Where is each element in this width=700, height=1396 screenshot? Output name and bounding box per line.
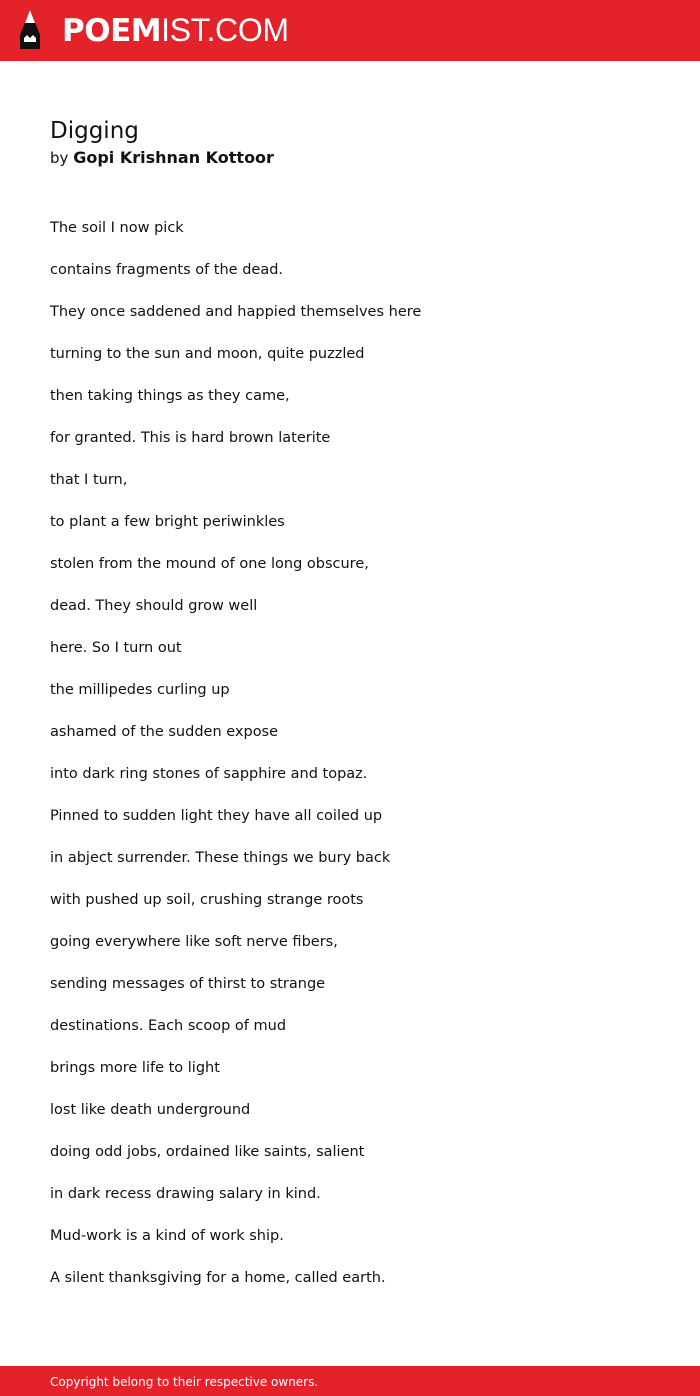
poem-title: Digging <box>50 118 139 144</box>
site-footer <box>0 1366 700 1396</box>
logo-bold-text: POEM <box>62 13 162 49</box>
poem-line: sending messages of thirst to strange <box>50 976 326 992</box>
copyright-text: Copyright belong to their respective owners. <box>50 1375 319 1389</box>
poem-line: contains fragments of the dead. <box>50 262 284 278</box>
poem-line: The soil I now pick <box>50 220 184 236</box>
poem-line: the millipedes curling up <box>50 682 230 698</box>
poem-line: stolen from the mound of one long obscure, <box>50 556 369 572</box>
poem-lines <box>50 219 650 1311</box>
poem-line: in dark recess drawing salary in kind. <box>50 1186 321 1202</box>
poem-line: then taking things as they came, <box>50 388 290 404</box>
site-logo[interactable] <box>62 12 289 49</box>
poem-line: for granted. This is hard brown laterite <box>50 430 331 446</box>
poem-line: doing odd jobs, ordained like saints, salient <box>50 1144 365 1160</box>
poem-line: A silent thanksgiving for a home, called earth. <box>50 1270 386 1286</box>
poem-content <box>50 116 650 1311</box>
poem-line: destinations. Each scoop of mud <box>50 1018 287 1034</box>
by-label: by <box>50 149 69 167</box>
poem-line: ashamed of the sudden expose <box>50 724 279 740</box>
poem-line: going everywhere like soft nerve fibers, <box>50 934 338 950</box>
poem-line: that I turn, <box>50 472 128 488</box>
pencil-tip-icon[interactable] <box>17 9 43 51</box>
poem-line: They once saddened and happied themselves here <box>50 304 422 320</box>
poem-byline <box>50 147 650 169</box>
poem-line: lost like death underground <box>50 1102 251 1118</box>
logo-light-text: IST.COM <box>161 12 289 48</box>
poem-line: dead. They should grow well <box>50 598 258 614</box>
poem-line: Mud-work is a kind of work ship. <box>50 1228 284 1244</box>
poem-line: into dark ring stones of sapphire and topaz. <box>50 766 368 782</box>
poem-line: with pushed up soil, crushing strange roots <box>50 892 364 908</box>
poem-line: turning to the sun and moon, quite puzzled <box>50 346 365 362</box>
poem-line: brings more life to light <box>50 1060 220 1076</box>
poem-line: Pinned to sudden light they have all coiled up <box>50 808 383 824</box>
poem-line: here. So I turn out <box>50 640 182 656</box>
poem-line: in abject surrender. These things we bury back <box>50 850 391 866</box>
poem-line: to plant a few bright periwinkles <box>50 514 285 530</box>
site-header <box>0 0 700 61</box>
poem-author: Gopi Krishnan Kottoor <box>73 148 274 167</box>
